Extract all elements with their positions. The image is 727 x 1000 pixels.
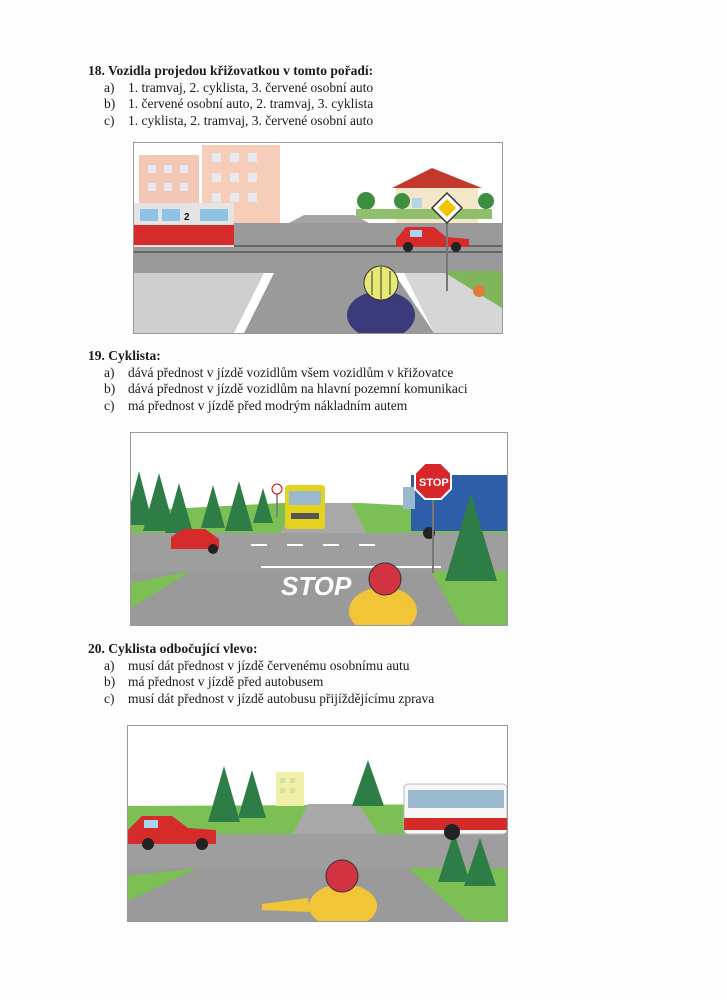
option-text: dává přednost v jízdě vozidlům všem vozidlům v křižovatce <box>128 364 454 380</box>
figure-19-stop-intersection <box>130 432 508 626</box>
option-letter: b) <box>104 96 116 111</box>
option-text: 1. cyklista, 2. tramvaj, 3. červené osobní auto <box>128 112 374 128</box>
answer-option[interactable] <box>88 381 468 398</box>
answer-option[interactable] <box>88 674 434 691</box>
answer-option[interactable] <box>88 398 468 415</box>
option-letter: a) <box>104 364 115 380</box>
answer-option[interactable] <box>88 96 373 113</box>
question-title: 18. Vozidla projedou křižovatkou v tomto pořadí: <box>88 63 374 78</box>
option-letter: a) <box>104 79 115 95</box>
option-text: musí dát přednost v jízdě červenému osobnímu autu <box>128 657 410 673</box>
answer-option[interactable] <box>88 80 373 97</box>
answer-option[interactable] <box>88 658 434 675</box>
option-text: má přednost v jízdě před modrým nákladním autem <box>128 397 408 413</box>
option-text: musí dát přednost v jízdě autobusu přijíždějícímu zprava <box>128 690 435 706</box>
option-letter: c) <box>104 690 115 706</box>
answer-option[interactable] <box>88 113 373 130</box>
option-letter: b) <box>104 674 116 689</box>
figure-20-left-turn <box>127 725 508 922</box>
answer-option[interactable] <box>88 365 468 382</box>
question-title: 19. Cyklista: <box>88 348 161 363</box>
option-text: dává přednost v jízdě vozidlům na hlavní pozemní komunikaci <box>128 381 468 396</box>
option-text: má přednost v jízdě před autobusem <box>128 674 324 689</box>
tram-number: 2 <box>184 212 190 223</box>
figure-18-intersection <box>133 142 503 334</box>
stop-sign-label: STOP <box>419 477 449 489</box>
road-marking-stop: STOP <box>281 571 352 601</box>
option-text: 1. červené osobní auto, 2. tramvaj, 3. cyklista <box>128 96 374 111</box>
option-letter: a) <box>104 657 115 673</box>
answer-option[interactable] <box>88 691 434 708</box>
question-19 <box>88 348 468 414</box>
option-letter: c) <box>104 112 115 128</box>
option-letter: b) <box>104 381 116 396</box>
question-20 <box>88 641 434 707</box>
option-letter: c) <box>104 397 115 413</box>
option-text: 1. tramvaj, 2. cyklista, 3. červené osobní auto <box>128 79 374 95</box>
question-18 <box>88 63 373 129</box>
question-title: 20. Cyklista odbočující vlevo: <box>88 641 258 656</box>
